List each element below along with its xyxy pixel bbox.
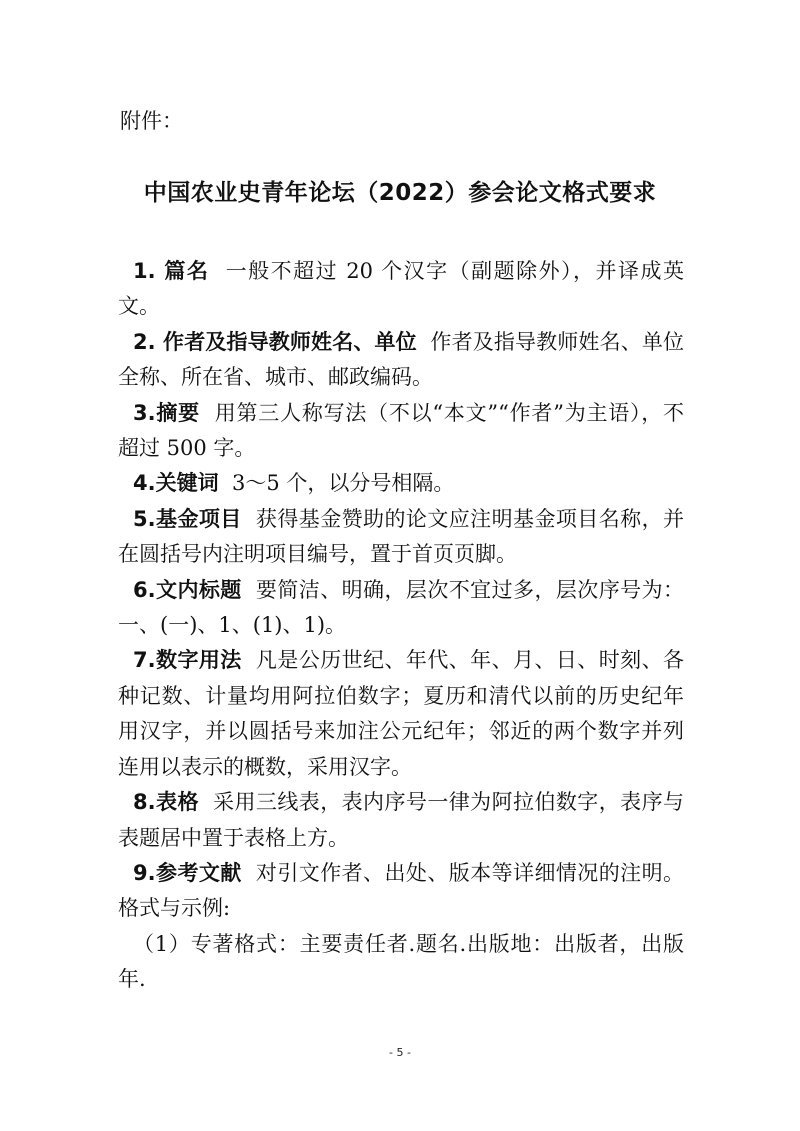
section-text: 一般不超过 20 个汉字（副题除外），并译成英文。: [118, 259, 684, 319]
section-text: 凡是公历世纪、年代、年、月、日、时刻、各种记数、计量均用阿拉伯数字；夏历和清代以前的历史纪年用汉字，并以圆括号来加注公元纪年；邻近的两个数字并列连用以表示的概数，采用汉字。: [118, 648, 684, 779]
section-numbers-rule: [118, 643, 684, 785]
section-funding-rule: [118, 502, 684, 573]
section-text: 3～5 个，以分号相隔。: [231, 471, 455, 496]
section-heading: 1. 篇名: [133, 259, 210, 283]
section-headings-rule: [118, 573, 684, 644]
section-heading: 7.数字用法: [133, 648, 242, 673]
section-title-rule: [118, 254, 684, 325]
section-heading: 4.关键词: [133, 471, 219, 496]
section-text: 采用三线表，表内序号一律为阿拉伯数字，表序与表题居中置于表格上方。: [118, 790, 684, 850]
section-keywords-rule: [118, 466, 684, 501]
section-references-rule: [118, 856, 684, 927]
section-heading: 8.表格: [133, 790, 199, 815]
attachment-label: 附件：: [120, 109, 183, 133]
section-abstract-rule: [118, 396, 684, 467]
document-body: [118, 254, 684, 998]
section-heading: 6.文内标题: [133, 577, 242, 602]
section-text: 对引文作者、出处、版本等详细情况的注明。格式与示例:: [118, 860, 684, 921]
section-heading: 2. 作者及指导教师姓名、单位: [133, 329, 417, 354]
section-heading: 9.参考文献: [133, 860, 242, 885]
section-heading: 3.摘要: [133, 400, 200, 425]
section-text: 用第三人称写法（不以“本文”“作者”为主语），不超过 500 字。: [118, 400, 685, 461]
section-author-rule: [118, 325, 684, 396]
page-number: - 5 -: [389, 1046, 411, 1059]
section-text: 要简洁、明确，层次不宜过多，层次序号为：一、(一)、1、(1)、1)。: [118, 577, 684, 638]
section-heading: 5.基金项目: [133, 506, 242, 531]
section-text: 获得基金赞助的论文应注明基金项目名称，并在圆括号内注明项目编号，置于首页页脚。: [118, 506, 684, 567]
reference-example-monograph: （1）专著格式：主要责任者.题名.出版地：出版者，出版年.: [118, 931, 684, 992]
section-text: 作者及指导教师姓名、单位全称、所在省、城市、邮政编码。: [118, 329, 685, 390]
section-tables-rule: [118, 785, 684, 856]
document-title: 中国农业史青年论坛（2022）参会论文格式要求: [143, 180, 657, 206]
